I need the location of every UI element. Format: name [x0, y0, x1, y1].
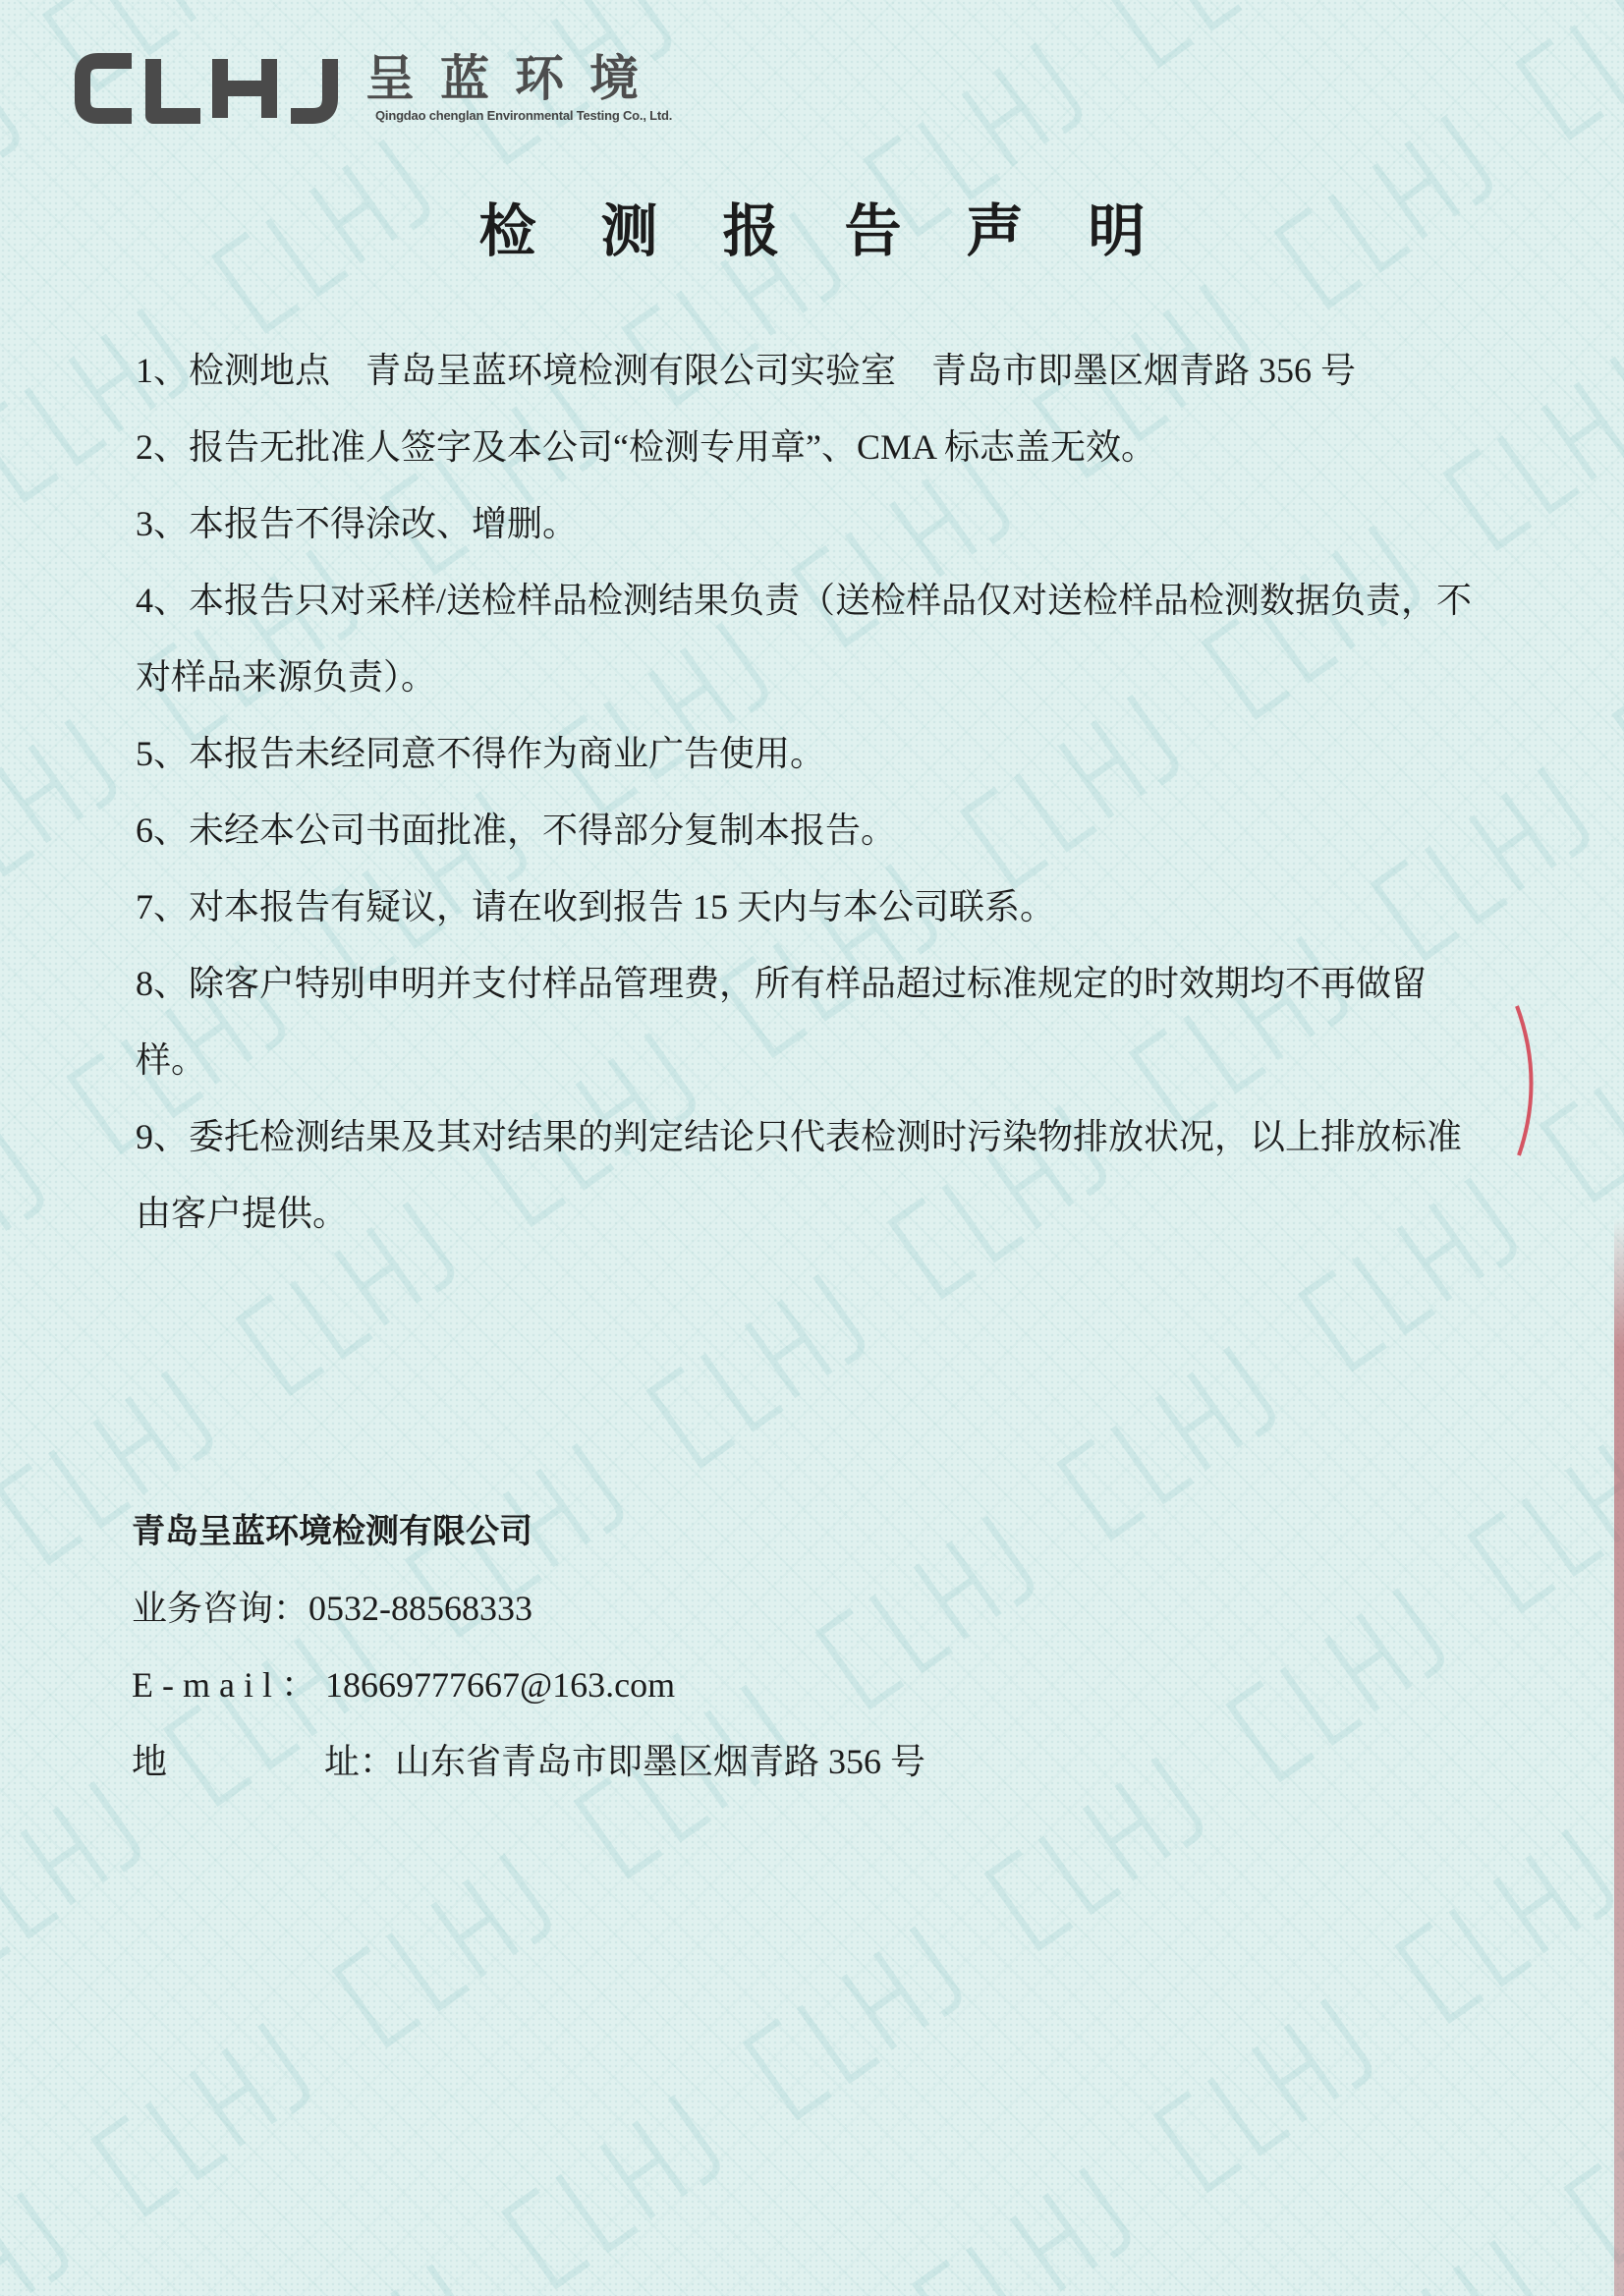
clause-5: 5、本报告未经同意不得作为商业广告使用。 [136, 734, 826, 773]
clause-2: 2、报告无批准人签字及本公司“检测专用章”、CMA 标志盖无效。 [136, 427, 1156, 467]
company-name-en: Qingdao chenglan Environmental Testing Co., Ltd. [375, 108, 673, 123]
company-name-cn: 呈蓝环境 [365, 50, 664, 107]
phone-label: 业务咨询： [132, 1589, 309, 1628]
clause-4: 4、本报告只对采样/送检样品检测结果负责（送检样品仅对送检样品检测数据负责，不对样品来源负责）。 [136, 581, 1473, 697]
footer-company-name: 青岛呈蓝环境检测有限公司 [132, 1512, 532, 1551]
clause-7: 7、对本报告有疑议，请在收到报告 15 天内与本公司联系。 [136, 887, 1056, 926]
clause-1: 1、检测地点 青岛呈蓝环境检测有限公司实验室 青岛市即墨区烟青路 356 号 [136, 351, 1357, 390]
email-address: 18669777667@163.com [324, 1665, 676, 1705]
email-label: E-mail： [132, 1665, 325, 1705]
seal-stamp-fragment [1511, 1000, 1550, 1162]
phone-row [132, 1570, 1311, 1647]
clause-3: 3、本报告不得涂改、增删。 [136, 504, 579, 543]
contact-block [132, 1493, 1311, 1800]
address-row [132, 1723, 1311, 1800]
address-value: 山东省青岛市即墨区烟青路 356 号 [395, 1742, 926, 1781]
clause-9: 9、委托检测结果及其对结果的判定结论只代表检测时污染物排放状况，以上排放标准由客户提供。 [136, 1117, 1463, 1233]
scan-edge-mark [1614, 1218, 1624, 2296]
clause-8: 8、除客户特别申明并支付样品管理费，所有样品超过标准规定的时效期均不再做留样。 [136, 964, 1428, 1080]
email-row [132, 1647, 1311, 1723]
phone-number: 0532-88568333 [308, 1589, 533, 1628]
declaration-clauses [136, 332, 1486, 1252]
company-logo [73, 51, 348, 125]
clause-6: 6、未经本公司书面批准，不得部分复制本报告。 [136, 811, 897, 850]
page-title: 检测报告声明 [478, 197, 1210, 264]
address-label-part2: 址： [324, 1742, 396, 1781]
address-label-part1: 地 [132, 1742, 168, 1781]
